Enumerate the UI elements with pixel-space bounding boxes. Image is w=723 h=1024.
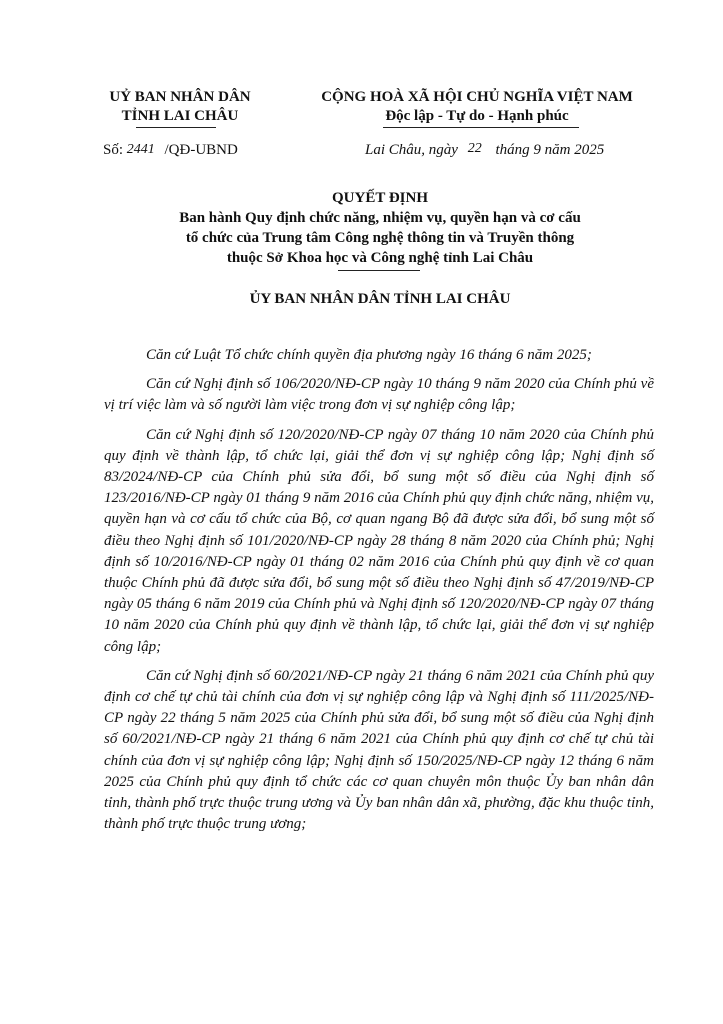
date-prefix: Lai Châu, ngày — [365, 142, 458, 158]
authority-line-1: UỶ BAN NHÂN DÂN — [109, 89, 251, 105]
paragraph: Căn cứ Nghị định số 60/2021/NĐ-CP ngày 21 tháng 6 năm 2021 của Chính phủ quy định cơ chế tự chủ tài chính của đơn vị sự nghiệp công lập và Nghị định số 111/2025/NĐ-CP ngày 22 tháng 5 năm 2025 của Chính phủ sửa đổi, bổ sung một số điều của Nghị định số 60/2021/NĐ-CP ngày 21 tháng 6 năm 2021 của Chính phủ quy định cơ chế tự chủ tài chính của đơn vị sự nghiệp công lập; Nghị định số 150/2025/NĐ-CP ngày 12 tháng 6 năm 2025 của Chính phủ quy định tổ chức các cơ quan chuyên môn thuộc Ủy ban nhân dân tỉnh, thành phố trực thuộc trung ương và Ủy ban nhân dân xã, phường, đặc khu thuộc tỉnh, thành phố trực thuộc trung ương; — [104, 667, 654, 833]
number-suffix: /QĐ-UBND — [164, 142, 238, 158]
decision-heading: QUYẾT ĐỊNH — [332, 190, 428, 206]
subject-line-2: tổ chức của Trung tâm Công nghệ thông tin và Truyền thông — [185, 230, 575, 246]
country-name: CỘNG HOÀ XÃ HỘI CHỦ NGHĨA VIỆT NAM — [321, 89, 633, 105]
motto-line: Độc lập - Tự do - Hạnh phúc — [385, 108, 569, 124]
paragraph: Căn cứ Nghị định số 106/2020/NĐ-CP ngày 10 tháng 9 năm 2020 của Chính phủ về vị trí việc làm và số người làm việc trong đơn vị sự nghiệp công lập; — [104, 376, 654, 414]
title-underline — [338, 270, 420, 271]
motto-underline — [383, 127, 579, 128]
paragraph: Căn cứ Nghị định số 120/2020/NĐ-CP ngày 07 tháng 10 năm 2020 của Chính phủ quy định về thành lập, tổ chức lại, giải thể đơn vị sự nghiệp công lập; Nghị định số 83/2024/NĐ-CP của Chính phủ sửa đổi, bổ sung một số điều của Nghị định số 123/2016/NĐ-CP ngày 01 tháng 9 năm 2016 của Chính phủ quy định chức năng, nhiệm vụ, quyền hạn và cơ cấu tổ chức của Bộ, cơ quan ngang Bộ đã được sửa đổi, bổ sung một số điều theo Nghị định số 101/2020/NĐ-CP ngày 28 tháng 8 năm 2020 của Chính phủ; Nghị định số 10/2016/NĐ-CP ngày 01 tháng 02 năm 2016 của Chính phủ quy định về cơ quan thuộc Chính phủ đã được sửa đổi, bổ sung một số điều theo Nghị định số 47/2019/NĐ-CP ngày 05 tháng 6 năm 2019 của Chính phủ và Nghị định số 120/2020/NĐ-CP ngày 07 tháng 10 năm 2020 của Chính phủ quy định về thành lập, tổ chức lại, giải thể đơn vị sự nghiệp công lập; — [104, 426, 654, 655]
national-motto — [300, 88, 654, 126]
subject-line-3: thuộc Sở Khoa học và Công nghệ tỉnh Lai Châu — [226, 250, 534, 266]
issuing-authority — [100, 88, 260, 126]
decision-title — [100, 188, 660, 268]
authority-line-2: TỈNH LAI CHÂU — [121, 108, 239, 124]
date-day-handwritten: 22 — [467, 141, 482, 156]
paragraph: Căn cứ Luật Tổ chức chính quyền địa phương ngày 16 tháng 6 năm 2025; — [146, 347, 592, 363]
document-number — [103, 142, 238, 159]
number-label: Số: — [103, 142, 124, 158]
authority-underline — [136, 127, 216, 128]
date-suffix: tháng 9 năm 2025 — [495, 142, 605, 158]
issue-date — [365, 142, 604, 159]
legal-bases — [104, 345, 654, 843]
number-handwritten: 2441 — [126, 142, 155, 157]
committee-heading: ỦY BAN NHÂN DÂN TỈNH LAI CHÂU — [249, 291, 511, 307]
subject-line-1: Ban hành Quy định chức năng, nhiệm vụ, quyền hạn và cơ cấu — [179, 210, 581, 226]
